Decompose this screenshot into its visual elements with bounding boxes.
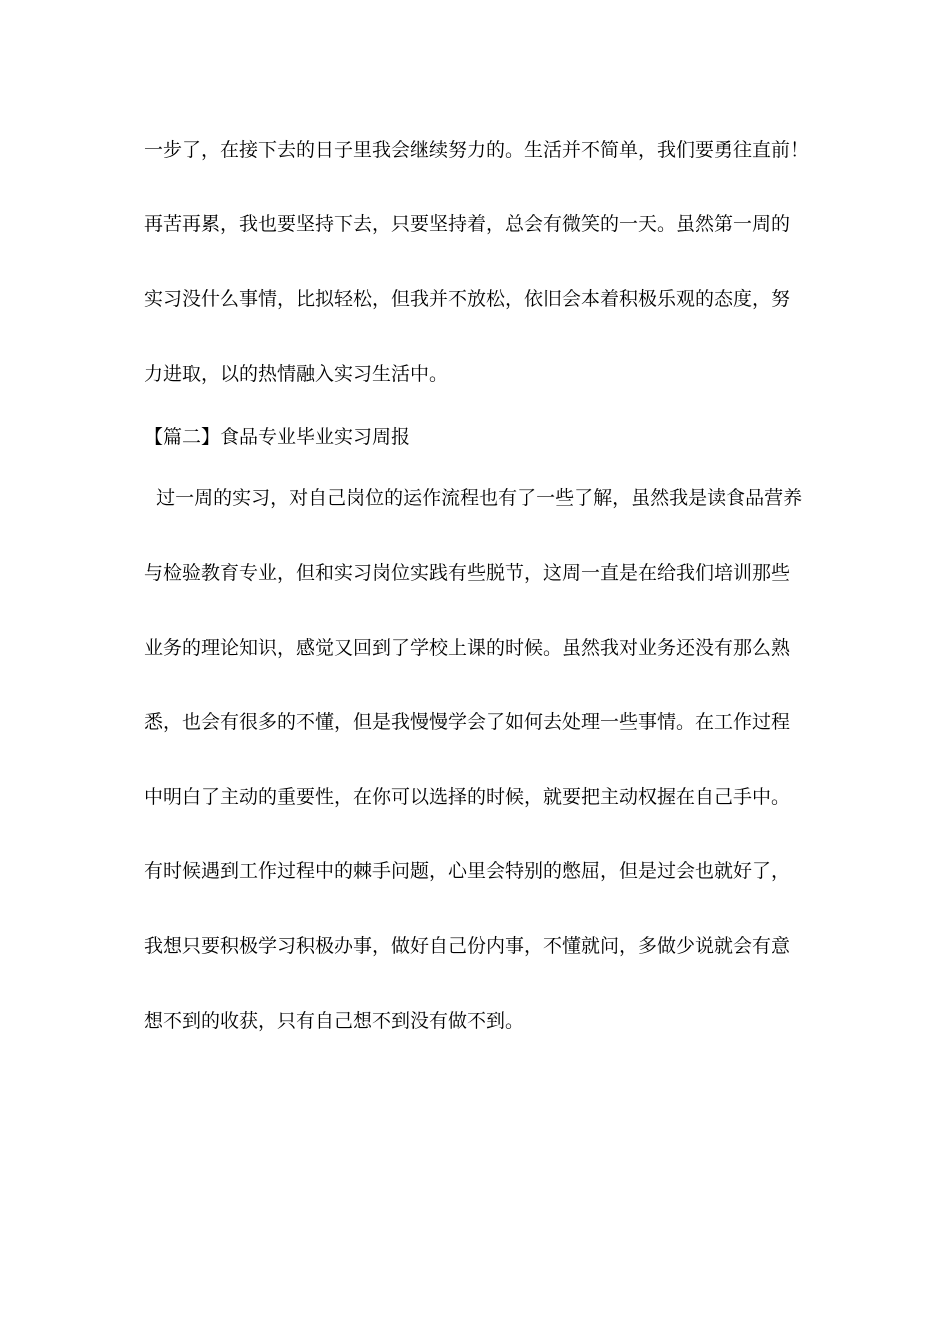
section-heading: 【篇二】食品专业毕业实习周报 (144, 426, 411, 448)
paragraph-line: 与检验教育专业，但和实习岗位实践有些脱节，这周一直是在给我们培训那些 (144, 562, 791, 584)
paragraph-line: 力进取，以的热情融入实习生活中。 (144, 363, 449, 385)
paragraph-line: 一步了，在接下去的日子里我会继续努力的。生活并不简单，我们要勇往直前！ (144, 139, 810, 161)
paragraph-line: 过一周的实习，对自己岗位的运作流程也有了一些了解，虽然我是读食品营养 (144, 487, 803, 509)
paragraph-line: 我想只要积极学习积极办事，做好自己份内事，不懂就问，多做少说就会有意 (144, 935, 791, 957)
paragraph-line: 想不到的收获，只有自己想不到没有做不到。 (144, 1010, 525, 1032)
paragraph-line: 实习没什么事情，比拟轻松，但我并不放松，依旧会本着积极乐观的态度，努 (144, 288, 791, 310)
paragraph-line: 悉，也会有很多的不懂，但是我慢慢学会了如何去处理一些事情。在工作过程 (144, 711, 791, 733)
paragraph-line: 中明白了主动的重要性，在你可以选择的时候，就要把主动权握在自己手中。 (144, 786, 791, 808)
paragraph-line: 业务的理论知识，感觉又回到了学校上课的时候。虽然我对业务还没有那么熟 (144, 637, 791, 659)
paragraph-line: 再苦再累，我也要坚持下去，只要坚持着，总会有微笑的一天。虽然第一周的 (144, 213, 791, 235)
paragraph-line: 有时候遇到工作过程中的棘手问题，心里会特别的憋屈，但是过会也就好了， (144, 860, 791, 882)
